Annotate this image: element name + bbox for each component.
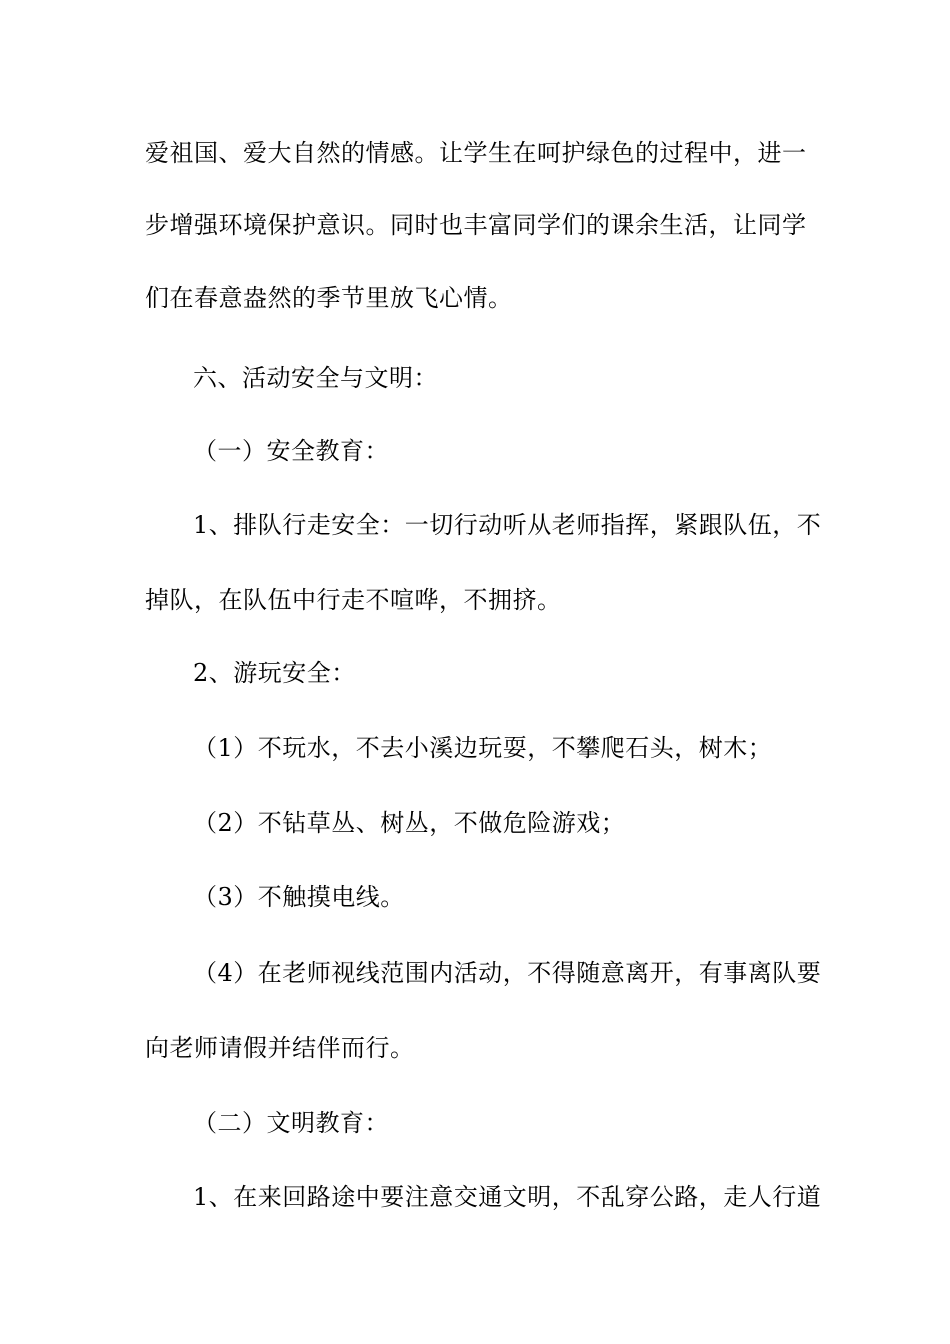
list-item: 1、在来回路途中要注意交通文明，不乱穿公路，走人行道 (193, 1183, 822, 1211)
paragraph-line: 步增强环境保护意识。同时也丰富同学们的课余生活，让同学 (145, 211, 807, 239)
list-item: 1、排队行走安全：一切行动听从老师指挥，紧跟队伍，不 (193, 511, 822, 539)
sub-list-item: （1）不玩水，不去小溪边玩耍，不攀爬石头，树木； (193, 734, 773, 762)
subsection-heading: （二）文明教育： (193, 1109, 389, 1137)
sub-list-item: （4）在老师视线范围内活动，不得随意离开，有事离队要 (193, 959, 822, 987)
list-item-continuation: 掉队，在队伍中行走不喧哗，不拥挤。 (145, 586, 562, 614)
subsection-heading: （一）安全教育： (193, 437, 389, 465)
sub-list-item: （3）不触摸电线。 (193, 883, 405, 911)
paragraph-line: 爱祖国、爱大自然的情感。让学生在呵护绿色的过程中，进一 (145, 139, 807, 167)
sub-list-item: （2）不钻草丛、树丛，不做危险游戏； (193, 809, 626, 837)
section-heading: 六、活动安全与文明： (193, 364, 438, 392)
sub-list-item-continuation: 向老师请假并结伴而行。 (145, 1034, 415, 1062)
paragraph-line: 们在春意盎然的季节里放飞心情。 (145, 284, 513, 312)
list-item: 2、游玩安全： (193, 659, 356, 687)
